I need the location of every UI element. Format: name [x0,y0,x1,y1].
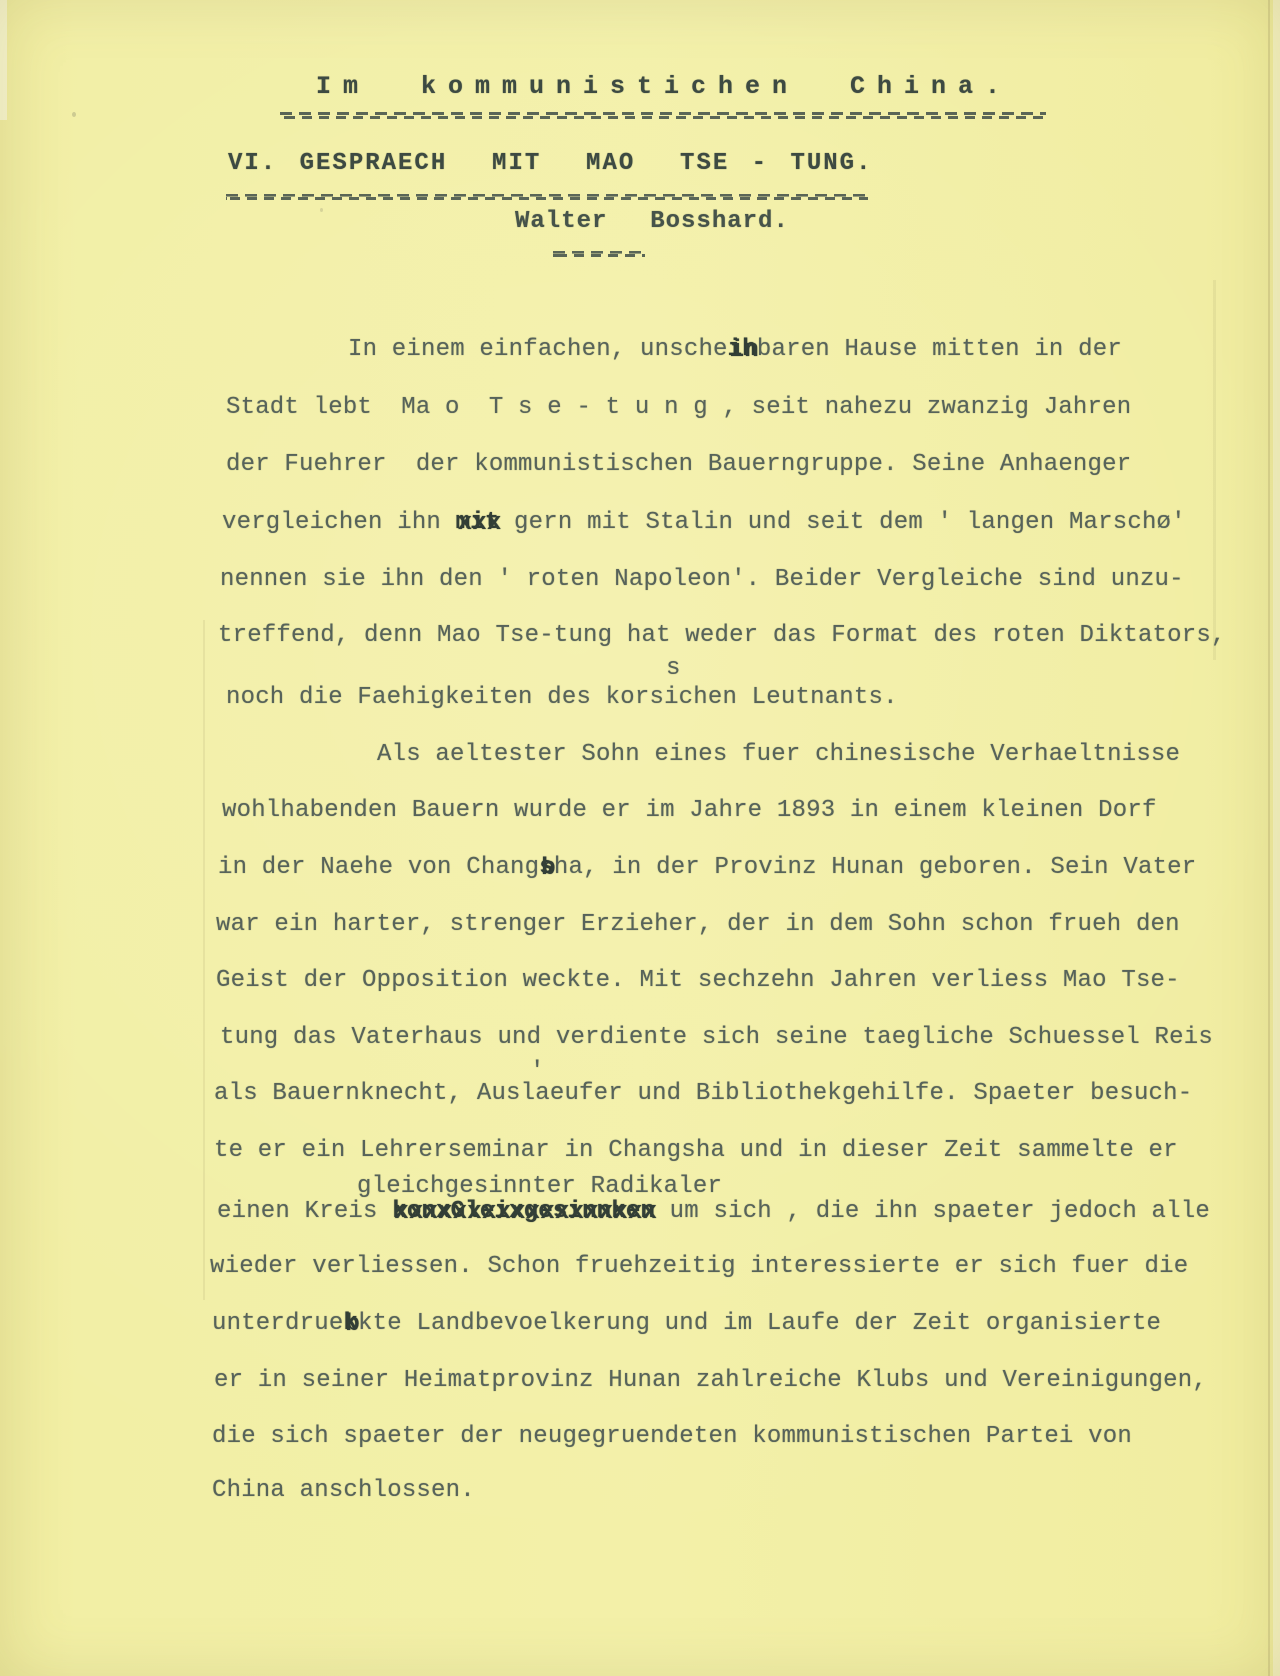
paper-edge-highlight [0,0,7,120]
paper-speck [72,112,76,117]
typed-text: war ein harter, strenger Erzieher, der in dem Sohn schon frueh den [216,911,1180,938]
typed-text: Als aeltester Sohn eines fuer chinesische Verhaeltnisse [377,741,1181,768]
series-title-underline [280,112,1046,120]
typed-line [214,1080,1192,1108]
paper-edge-highlight [1273,0,1280,1676]
typed-text: wieder verliessen. Schon fruehzeitig interessierte er sich fuer die [210,1253,1189,1280]
typed-line [226,684,898,712]
typed-line [226,451,1131,479]
typed-text: er in seiner Heimatprovinz Hunan zahlreiche Klubs und Vereinigungen, [214,1367,1207,1394]
typed-line [214,1137,1178,1165]
typed-line [216,967,1180,995]
typed-line [220,1024,1213,1052]
paper-speck [320,208,323,212]
typed-text: vergleichen ihn [222,509,456,536]
typed-text: gleichgesinnter Radikaler [357,1173,723,1200]
overstruck-text: ih in [728,336,757,363]
typed-line [212,1423,1132,1451]
typed-line [220,566,1184,594]
paper-edge-line [1268,0,1270,1676]
chapter-heading-underline [226,194,868,200]
typed-line [214,1367,1207,1395]
paper-crease [1213,280,1216,660]
typed-text: die sich spaeter der neugegruendeten kommunistischen Partei von [212,1423,1132,1450]
typed-line [377,741,1180,769]
overstruck-text: k b [343,1310,358,1337]
typed-text: tung das Vaterhaus und verdiente sich seine taegliche Schuessel Reis [220,1024,1213,1051]
typed-line [348,336,1122,364]
typed-text: nennen sie ihn den ' roten Napoleon'. Beider Vergleiche sind unzu- [220,566,1184,593]
typed-text: der Fuehrer der kommunistischen Bauerngruppe. Seine Anhaenger [226,451,1132,478]
typed-line [212,1310,1161,1338]
typed-text: treffend, denn Mao Tse-tung hat weder das Format des roten Diktators, [218,622,1226,649]
typed-text: um sich , die ihn spaeter jedoch alle [655,1198,1210,1225]
typed-text: China anschlossen. [212,1477,475,1504]
typed-text: ha, in der Provinz Hunan geboren. Sein Vater [553,854,1197,881]
typed-line [218,854,1196,882]
typed-text: wohlhabenden Bauern wurde er im Jahre 1893 in einem kleinen Dorf [222,797,1157,824]
typed-text: in der Naehe von Chang [218,854,540,881]
typed-line [222,797,1157,825]
overstruck-text: mit xxx [456,509,500,536]
typed-text: ' [530,1058,545,1085]
overstruck-text: s b [539,854,554,881]
typed-text: gern mit Stalin und seit dem ' langen Marschø' [499,509,1186,536]
typed-text: Geist der Opposition weckte. Mit sechzehn Jahren verliess Mao Tse- [216,967,1180,994]
typed-text: Stadt lebt Ma o T s e - t u n g , seit nahezu zwanzig Jahren [226,394,1132,421]
author-byline: Walter Bosshard. [515,208,789,235]
typed-line [216,911,1180,939]
typed-line [218,622,1226,650]
paper-crease [203,620,205,1300]
typed-line [226,394,1131,422]
inserted-correction [357,1173,722,1201]
typed-text: als Bauernknecht, Auslaeufer und Bibliothekgehilfe. Spaeter besuch- [214,1080,1193,1107]
typed-text: unterdrue [212,1310,344,1337]
byline-rule [553,251,645,257]
typed-text: baren Hause mitten in der [756,336,1122,363]
series-title: Im kommunistichen China. [316,72,1013,101]
typed-text: einen Kreis [217,1198,393,1225]
typed-text: s [666,655,681,682]
chapter-heading: VI. GESPRAECH MIT MAO TSE - TUNG. [228,150,873,177]
typed-line [210,1253,1188,1281]
typed-text: noch die Faehigkeiten des korsichen Leutnants. [226,684,898,711]
typed-line [217,1198,1210,1226]
inserted-correction [666,655,681,683]
typed-text: In einem einfachen, unsche [348,336,728,363]
typed-line [222,509,1186,537]
typed-text: kte Landbevoelkerung und im Laufe der Zeit organisierte [358,1310,1162,1337]
typed-text: te er ein Lehrerseminar in Changsha und in dieser Zeit sammelte er [214,1137,1178,1164]
typed-line [212,1477,475,1505]
overstruck-text: konxGleixgesinnken xxxxxxxxxxxxxxxxxx [392,1198,655,1225]
